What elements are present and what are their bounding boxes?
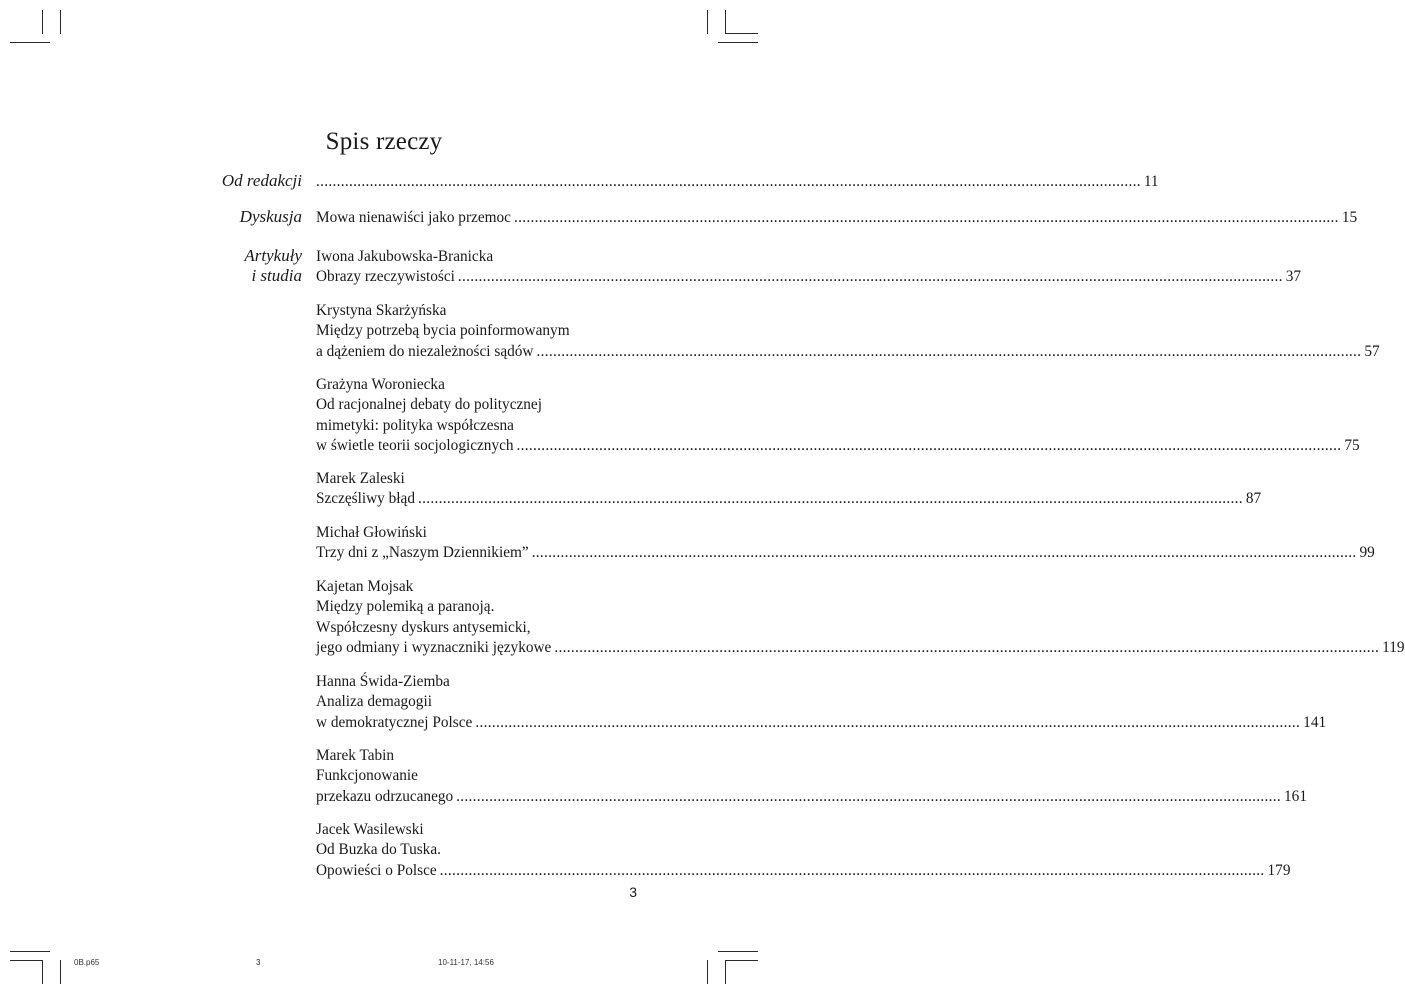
- entry-author: Grażyna Woroniecka: [316, 376, 445, 393]
- entry-page-number: 37: [1285, 268, 1302, 286]
- entry-title-line: Od Buzka do Tuska.: [316, 841, 441, 859]
- entry-title-row: [316, 713, 1327, 733]
- leader-dots: ........................................................................................................................................................................................................: [554, 638, 1380, 656]
- page-number: 3: [629, 884, 637, 900]
- section-label: [244, 246, 302, 286]
- entry-author: Iwona Jakubowska-Branicka: [316, 248, 494, 265]
- section-label-line: i studia: [251, 266, 302, 285]
- toc-entry[interactable]: [316, 172, 1159, 192]
- page-title: Spis rzeczy: [325, 128, 443, 155]
- entry-title-row: [316, 208, 1358, 228]
- entry-title-line: jego odmiany i wyznaczniki językowe: [316, 638, 552, 656]
- entry-author: Michał Głowiński: [316, 524, 427, 541]
- entry-title-row: [316, 489, 1262, 509]
- entry-author: Krystyna Skarżyńska: [316, 302, 447, 319]
- entry-title-row: [316, 436, 1360, 456]
- leader-dots: ........................................................................................................................................................................................................: [439, 861, 1265, 879]
- entry-title-row: [316, 861, 1291, 881]
- entry-title-line: Szczęśliwy błąd: [316, 490, 415, 508]
- toc-entry[interactable]: [316, 469, 1262, 510]
- toc-entry[interactable]: [316, 672, 1327, 733]
- entry-page-number: 119: [1382, 638, 1405, 656]
- leader-dots: ........................................................................................................................................................................................................: [513, 209, 1339, 226]
- footer-timestamp: 10-11-17, 14:56: [438, 958, 494, 967]
- toc-entry[interactable]: [316, 375, 1360, 456]
- entry-page-number: 11: [1143, 173, 1159, 190]
- leader-dots: ........................................................................................................................................................................................................: [316, 173, 1141, 190]
- entry-title-line: Między potrzebą bycia poinformowanym: [316, 322, 570, 340]
- entry-author: Kajetan Mojsak: [316, 578, 414, 595]
- entry-title-line: w demokratycznej Polsce: [316, 713, 473, 731]
- entry-title-line: Opowieści o Polsce: [316, 861, 437, 879]
- entry-title-line: Obrazy rzeczywistości: [316, 268, 455, 286]
- entry-page-number: 87: [1245, 490, 1262, 508]
- entry-page-number: 75: [1344, 436, 1360, 454]
- section-label-line: Dyskusja: [239, 207, 302, 226]
- entry-title-line: Funkcjonowanie: [316, 767, 418, 785]
- entry-title-line: Mowa nienawiści jako przemoc: [316, 209, 511, 226]
- entry-author: Marek Zaleski: [316, 470, 405, 487]
- entry-title-line: a dążeniem do niezależności sądów: [316, 342, 534, 360]
- entry-author: Hanna Świda-Ziemba: [316, 673, 450, 690]
- toc-entry[interactable]: [316, 523, 1375, 564]
- leader-dots: ........................................................................................................................................................................................................: [417, 490, 1243, 508]
- leader-dots: ........................................................................................................................................................................................................: [475, 713, 1301, 731]
- toc-entry[interactable]: [316, 577, 1405, 658]
- entry-page-number: 141: [1303, 713, 1327, 731]
- entry-title-row: [316, 787, 1307, 807]
- entry-title-line: Współczesny dyskurs antysemicki,: [316, 618, 531, 636]
- entry-title-line: Trzy dni z „Naszym Dziennikiem”: [316, 544, 529, 562]
- entry-title-row: [316, 267, 1302, 287]
- leader-dots: ........................................................................................................................................................................................................: [536, 342, 1362, 360]
- toc-entry[interactable]: [316, 820, 1291, 881]
- entry-title-row: [316, 543, 1375, 563]
- entry-page-number: 99: [1359, 544, 1375, 562]
- leader-dots: ........................................................................................................................................................................................................: [457, 268, 1283, 286]
- entry-title-row: [316, 172, 1159, 192]
- entry-title-line: Od racjonalnej debaty do politycznej: [316, 396, 542, 414]
- entry-author: Jacek Wasilewski: [316, 821, 424, 838]
- section-label-line: Od redakcji: [221, 171, 302, 190]
- footer-page: 3: [256, 958, 261, 967]
- entry-page-number: 15: [1341, 209, 1358, 226]
- toc-entry[interactable]: [316, 301, 1380, 362]
- entry-title-line: w świetle teorii socjologicznych: [316, 436, 514, 454]
- entry-page-number: 179: [1267, 861, 1291, 879]
- toc-entry[interactable]: [316, 208, 1358, 228]
- entry-title-row: [316, 342, 1380, 362]
- section-label: [222, 171, 302, 191]
- entry-author: Marek Tabin: [316, 747, 395, 764]
- toc-entry[interactable]: [316, 247, 1302, 288]
- entry-page-number: 57: [1364, 342, 1380, 360]
- leader-dots: ........................................................................................................................................................................................................: [516, 436, 1342, 454]
- entry-page-number: 161: [1284, 787, 1307, 805]
- entry-title-line: mimetyki: polityka współczesna: [316, 416, 514, 434]
- section-label: [240, 207, 302, 227]
- entry-title-row: [316, 638, 1405, 658]
- entry-title-line: przekazu odrzucanego: [316, 787, 454, 805]
- entry-title-line: Między polemiką a paranoją.: [316, 598, 495, 616]
- leader-dots: ........................................................................................................................................................................................................: [531, 544, 1357, 562]
- leader-dots: ........................................................................................................................................................................................................: [456, 787, 1282, 805]
- section-label-line: Artykuły: [244, 246, 302, 265]
- footer-filename: 0B.p65: [74, 958, 100, 967]
- entry-title-line: Analiza demagogii: [316, 693, 432, 711]
- toc-entry[interactable]: [316, 746, 1307, 807]
